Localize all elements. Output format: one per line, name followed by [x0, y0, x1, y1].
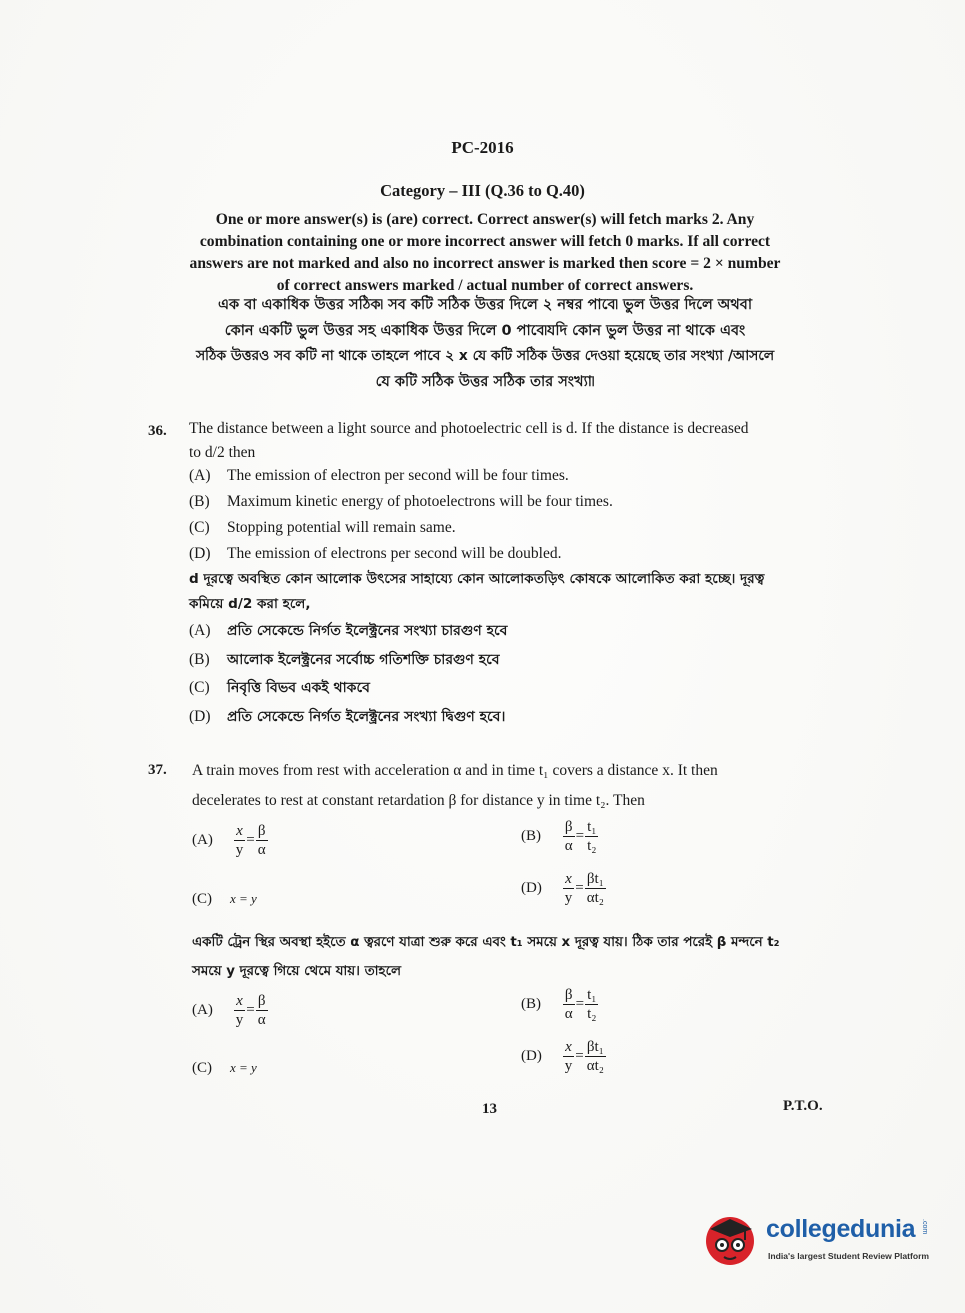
- option-text: The emission of electrons per second will be doubled.: [227, 545, 562, 562]
- denominator: y: [564, 890, 573, 906]
- question-36-text-bn: [189, 567, 839, 617]
- question-line: The distance between a light source and photoelectric cell is d. If the distance is decreased: [189, 420, 749, 437]
- denominator: y: [235, 842, 244, 858]
- question-36-options: [189, 463, 829, 567]
- equals-sign: =: [575, 828, 585, 844]
- option-text: x = y: [230, 891, 257, 906]
- denominator: αt₂: [586, 890, 604, 906]
- denominator: t₂: [587, 838, 597, 854]
- option-label: (A): [192, 1002, 213, 1018]
- brand-suffix: .com: [921, 1219, 928, 1235]
- question-line-bn: কমিয়ে d/2 করা হলে,: [189, 596, 311, 612]
- denominator: α: [257, 842, 266, 858]
- option-label: (B): [521, 828, 541, 844]
- q37-option-c[interactable]: [192, 891, 257, 908]
- option-text: x = y: [230, 1060, 257, 1075]
- denominator: y: [564, 1058, 573, 1074]
- equals-sign: =: [246, 832, 255, 848]
- question-36-options-bn: [189, 617, 829, 731]
- denominator: αt₂: [586, 1058, 604, 1074]
- denominator: α: [564, 838, 573, 854]
- option-text: Stopping potential will remain same.: [227, 519, 456, 536]
- numerator: x: [563, 870, 575, 889]
- equals-sign: =: [575, 880, 584, 896]
- q37-option-b[interactable]: [521, 818, 598, 855]
- instruction-line-bn: যে কটি সঠিক উত্তর সঠিক তার সংখ্যা৷: [375, 373, 595, 390]
- question-line-bn: একটি ট্রেন স্থির অবস্থা হইতে α ত্বরণে যাত্রা শুরু করে এবং t₁ সময়ে x দূরত্ব যায়। ঠিক তার পরেই β মন্দনে t₂: [192, 935, 780, 950]
- option-label: (D): [189, 707, 211, 725]
- option-label: (C): [189, 679, 210, 696]
- fraction: [585, 870, 606, 907]
- fraction: [585, 1038, 606, 1075]
- numerator: β: [563, 818, 575, 837]
- question-37-number: 37.: [148, 762, 167, 778]
- option-c-bn[interactable]: [189, 674, 829, 703]
- question-line-bn: সময়ে y দূরত্বে গিয়ে থেমে যায়। তাহলে: [192, 964, 401, 979]
- numerator: β: [256, 822, 268, 841]
- option-b[interactable]: [189, 489, 829, 515]
- question-line: decelerates to rest at constant retardation β for distance y in time t₂. Then: [192, 792, 645, 809]
- denominator: y: [235, 1012, 244, 1028]
- option-label: (B): [189, 650, 210, 668]
- fraction: [256, 822, 268, 859]
- option-label: (B): [521, 996, 541, 1012]
- option-text: প্রতি সেকেন্ডে নির্গত ইলেক্ট্রনের সংখ্যা দ্বিগুণ হবে।: [227, 708, 506, 725]
- equals-sign: =: [246, 1002, 255, 1018]
- instruction-line: combination containing one or more incorrect answer will fetch 0 marks. If all correct: [199, 233, 771, 250]
- question-line-bn: d দূরত্বে অবস্থিত কোন আলোক উৎসের সাহায্যে কোন আলোকতড়িৎ কোষকে আলোকিত করা হচ্ছে। দূরত্ব: [189, 571, 765, 587]
- q37-option-a[interactable]: [192, 822, 268, 859]
- fraction: [234, 822, 246, 859]
- option-text: নিবৃত্তি বিভব একই থাকবে: [227, 680, 370, 696]
- instruction-line-bn: সঠিক উত্তরও সব কটি না থাকে তাহলে পাবে ২ x যে কটি সঠিক উত্তর দেওয়া হয়েছে তার সংখ্যা /আসলে: [195, 348, 775, 364]
- option-label: (A): [189, 467, 211, 484]
- option-text: প্রতি সেকেন্ডে নির্গত ইলেক্ট্রনের সংখ্যা চারগুণ হবে: [227, 623, 508, 639]
- option-label: (C): [189, 519, 210, 536]
- question-36-number: 36.: [148, 423, 167, 439]
- fraction: [585, 986, 598, 1023]
- numerator: t₁: [587, 987, 597, 1003]
- numerator: β: [563, 986, 575, 1005]
- fraction: [563, 1038, 575, 1075]
- fraction: [256, 992, 268, 1029]
- q37-option-a-bn[interactable]: [192, 992, 268, 1029]
- q37-option-d-bn[interactable]: [521, 1038, 606, 1075]
- mascot-icon: [700, 1205, 762, 1271]
- instruction-line-bn: কোন একটি ভুল উত্তর সহ একাধিক উত্তর দিলে 0 পাবে৷যদি কোন ভুল উত্তর না থাকে এবং: [224, 322, 746, 339]
- q37-option-b-bn[interactable]: [521, 986, 598, 1023]
- question-36-text: [189, 417, 839, 465]
- option-text: The emission of electron per second will be four times.: [227, 467, 569, 484]
- question-37-text-bn: [192, 928, 852, 986]
- numerator: x: [563, 1038, 575, 1057]
- fraction: [234, 992, 246, 1029]
- option-b-bn[interactable]: [189, 646, 829, 675]
- fraction: [563, 986, 575, 1023]
- fraction: [563, 870, 575, 907]
- option-a-bn[interactable]: [189, 617, 829, 646]
- numerator: t₁: [587, 819, 597, 835]
- denominator: α: [564, 1006, 573, 1022]
- numerator: x: [234, 822, 246, 841]
- option-label: (B): [189, 493, 210, 510]
- numerator: β: [256, 992, 268, 1011]
- instruction-line: One or more answer(s) is (are) correct. Correct answer(s) will fetch marks 2. Any: [215, 211, 755, 228]
- fraction: [563, 818, 575, 855]
- instructions-bengali: [140, 293, 830, 395]
- instruction-line: answers are not marked and also no incorrect answer is marked then score = 2 × number: [189, 255, 781, 272]
- option-label: (D): [189, 545, 211, 562]
- instructions-english: [140, 209, 830, 297]
- option-label: (D): [521, 1048, 542, 1064]
- option-a[interactable]: [189, 463, 829, 489]
- question-line: A train moves from rest with acceleration α and in time t₁ covers a distance x. It then: [192, 762, 718, 779]
- option-label: (A): [189, 622, 211, 639]
- collegedunia-watermark: [700, 1205, 940, 1275]
- option-text: Maximum kinetic energy of photoelectrons will be four times.: [227, 493, 613, 510]
- option-label: (C): [192, 1060, 212, 1076]
- paper-code: PC-2016: [451, 138, 514, 157]
- denominator: α: [257, 1012, 266, 1028]
- equals-sign: =: [575, 1048, 584, 1064]
- category-heading: Category – III (Q.36 to Q.40): [380, 181, 585, 200]
- q37-option-c-bn[interactable]: [192, 1060, 257, 1077]
- option-c[interactable]: [189, 515, 829, 541]
- brand-name: collegedunia: [766, 1215, 916, 1243]
- option-d[interactable]: [189, 541, 829, 567]
- option-label: (D): [521, 880, 542, 896]
- numerator: βt₁: [585, 870, 606, 889]
- page-number: 13: [482, 1101, 497, 1117]
- question-line: to d/2 then: [189, 444, 256, 461]
- option-label: (C): [192, 891, 212, 907]
- q37-option-d[interactable]: [521, 870, 606, 907]
- instruction-line-bn: এক বা একাধিক উত্তর সঠিক৷ সব কটি সঠিক উত্তর দিলে ২ নম্বর পাবে৷ ভুল উত্তর দিলে অথবা: [217, 297, 753, 313]
- fraction: [585, 818, 598, 855]
- numerator: x: [234, 992, 246, 1011]
- question-37-text: [192, 756, 832, 816]
- pto-label: P.T.O.: [783, 1098, 823, 1114]
- denominator: t₂: [587, 1006, 597, 1022]
- option-d-bn[interactable]: [189, 703, 829, 732]
- option-text: আলোক ইলেক্ট্রনের সর্বোচ্চ গতিশক্তি চারগুণ হবে: [227, 651, 500, 668]
- numerator: βt₁: [585, 1038, 606, 1057]
- instruction-line: of correct answers marked / actual number of correct answers.: [276, 277, 694, 294]
- brand-tagline: India's largest Student Review Platform: [768, 1251, 930, 1261]
- option-label: (A): [192, 832, 213, 848]
- equals-sign: =: [575, 996, 585, 1012]
